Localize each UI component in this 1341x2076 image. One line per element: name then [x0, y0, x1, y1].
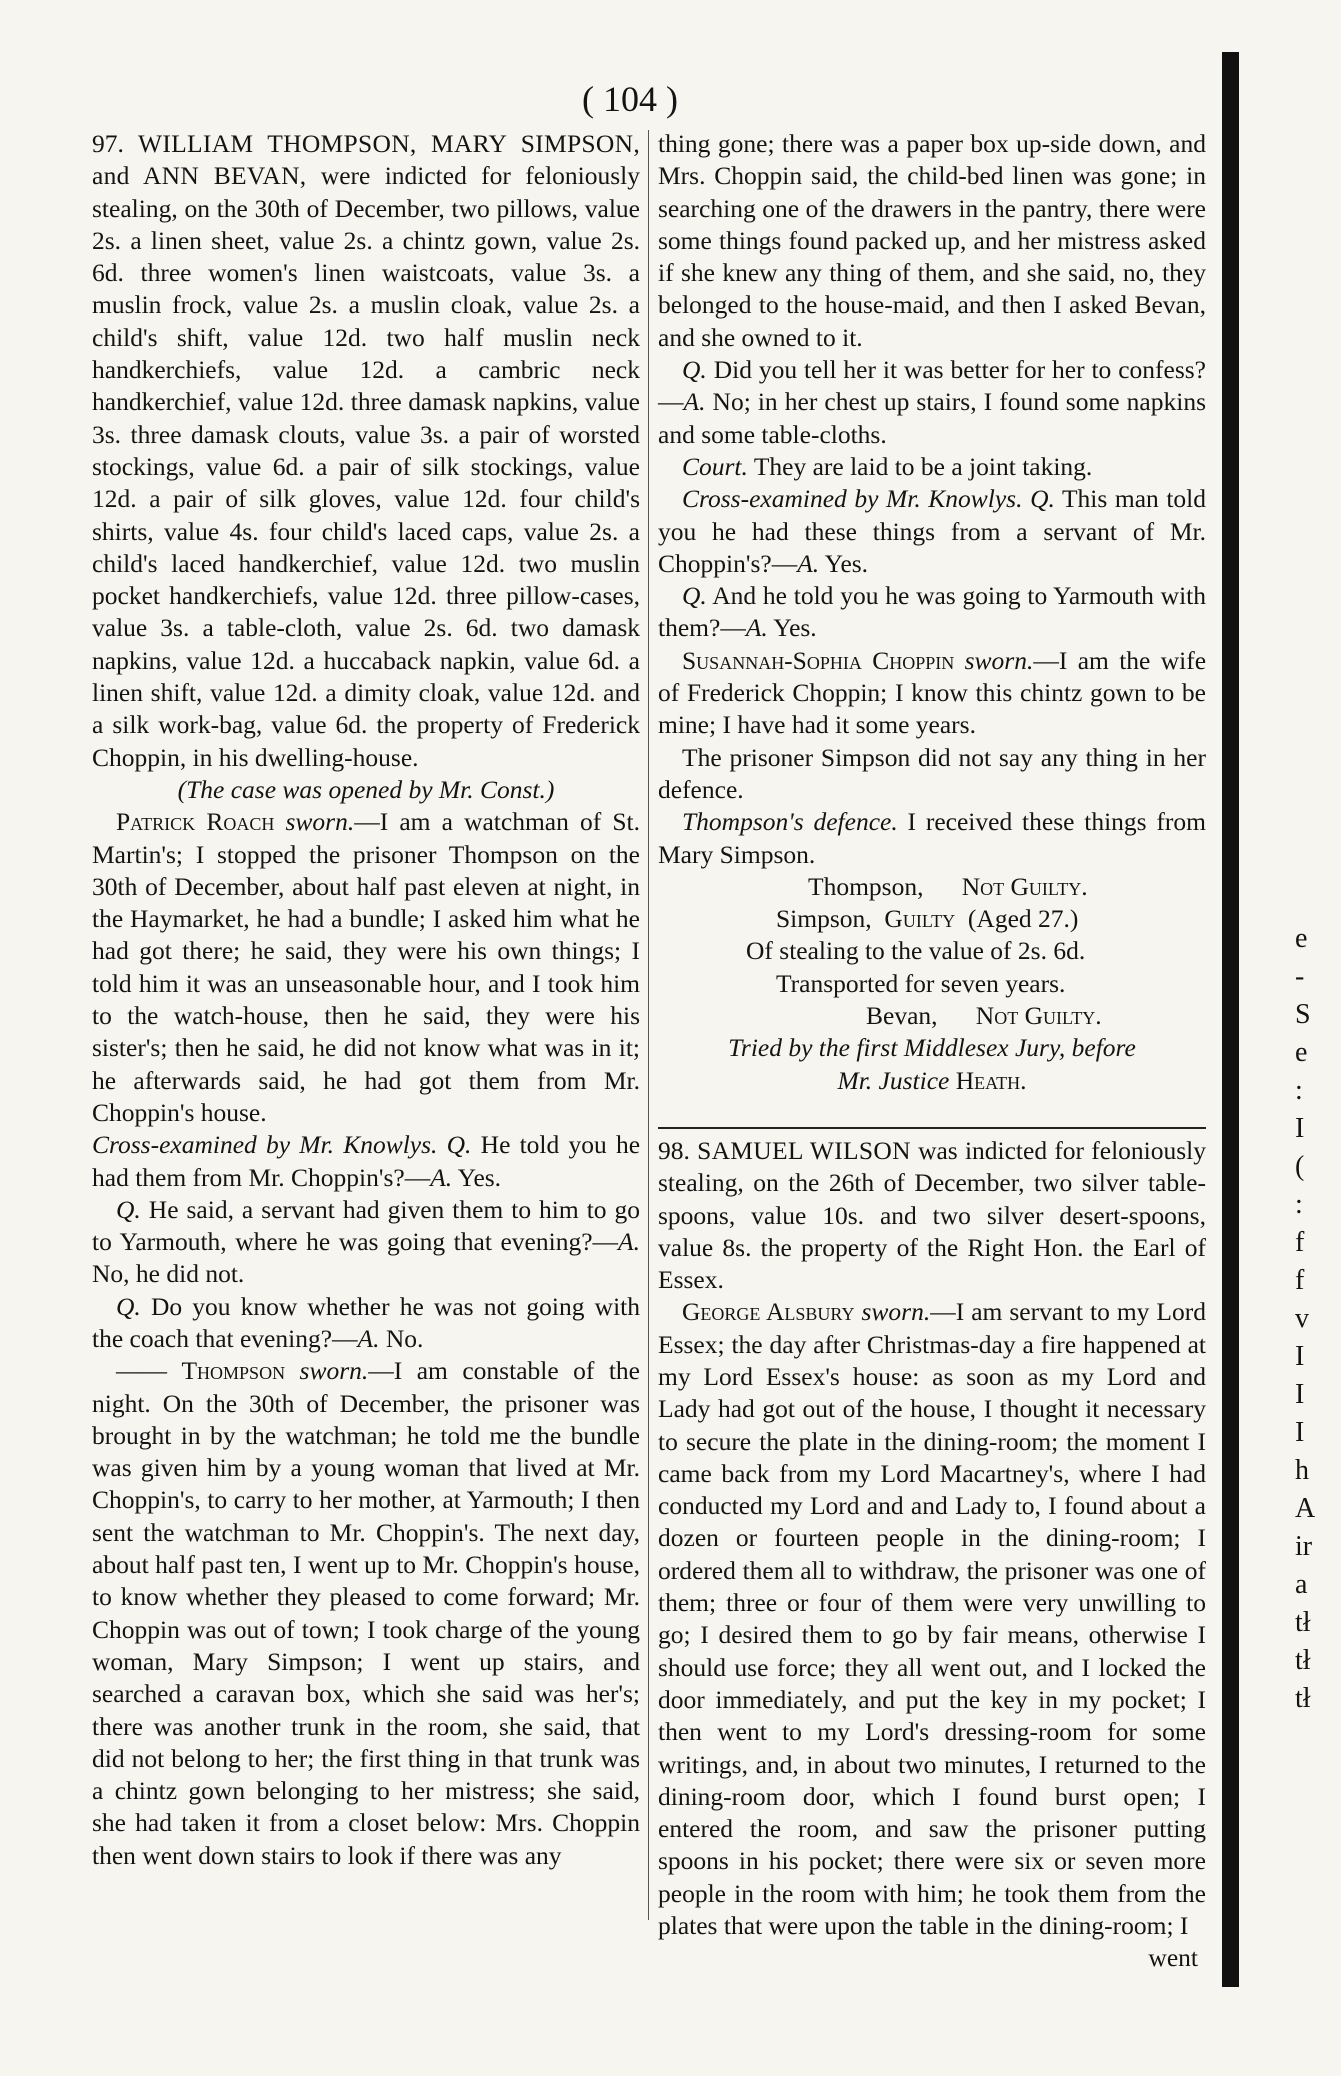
case-number: 97.: [92, 129, 124, 158]
bleed-letter: I: [1295, 1417, 1305, 1448]
witness-name: George Alsbury: [682, 1297, 855, 1327]
case-97-indictment: [92, 128, 640, 774]
bleed-letter: f: [1295, 1265, 1305, 1296]
left-column: [92, 128, 640, 1872]
facing-page-bleed-letters: [1295, 920, 1335, 1718]
page-edge-rule: [1222, 52, 1239, 1987]
case-number: 98.: [658, 1135, 690, 1165]
catchword: went: [1148, 1943, 1198, 1973]
bleed-letter: tł: [1295, 1607, 1311, 1638]
sworn-label: sworn.: [285, 807, 355, 837]
bleed-letter: tł: [1295, 1683, 1311, 1714]
verdict-thompson: Thompson, Not Guilty.: [808, 871, 1088, 901]
bleed-letter: (: [1295, 1151, 1305, 1182]
verdict-simpson: Simpson, Guilty (Aged 27.): [776, 904, 1079, 934]
testimony-text: —I am a watchman of St. Martin's; I stopped the prisoner Thompson on the 30th of December, about half past eleven at night, in the Haymarket, he had a bundle; I asked him what he had got there; he said, they were his own things; I told him it was an unseasonable hour, and I took him to the watch-house, then he said, they were his sister's; then he said, he did not know what was in it; he afterwards said, he had got them from Mr. Choppin's house.: [92, 807, 641, 1127]
bleed-letter: a: [1295, 1569, 1308, 1600]
bleed-letter: f: [1295, 1227, 1305, 1258]
cross-label: Cross-examined by Mr. Knowlys.: [92, 1130, 438, 1160]
question-2: Q. He said, a servant had given them to him to go to Yarmouth, where he was going that evening?—A. No, he did not.: [92, 1194, 641, 1289]
question-text: He told you he had them from Mr. Choppin's?: [92, 1130, 641, 1192]
question-4: Q. Did you tell her it was better for her to confess?—A. No; in her chest up stairs, I found some napkins and some table-cloths.: [658, 355, 1206, 449]
verdict-value: Of stealing to the value of 2s. 6d.: [746, 936, 1086, 966]
jury-note: Tried by the first Middlesex Jury, before Mr. Justice Heath.: [728, 1033, 1136, 1095]
case-separator-rule: [658, 1127, 1206, 1129]
cross-examination: Cross-examined by Mr. Knowlys. Q. He told you he had them from Mr. Choppin's?—A. Yes.: [92, 1130, 641, 1192]
indictment-text: were indicted for feloniously stealing, on the 30th of December, two pillows, value 2s. a linen sheet, value 2s. a chintz gown, value 2s. 6d. three women's linen waistcoats, value 3s. a muslin frock, value 2s. a muslin cloak, value 2s. a child's shift, value 12d. two half muslin neck handkerchiefs, value 12d. a cambric neck handkerchief, value 12d. three damask napkins, value 3s. three damask clouts, value 3s. a pair of worsted stockings, value 6d. a pair of silk stockings, value 12d. a pair of silk gloves, value 12d. four child's shirts, value 4s. four child's laced caps, value 2s. a child's laced handkerchief, value 12d. two muslin pocket handkerchiefs, value 12d. three pillow-cases, value 3s. a table-cloth, value 2s. 6d. two damask napkins, value 12d. a huccaback napkin, value 6d. a linen shift, value 12d. a dimity cloak, value 12d. and a silk work-bag, value 6d. the property of Frederick Choppin, in his dwelling-house.: [92, 161, 640, 772]
thompson-constable-testimony: —— Thompson sworn.—I am constable of the night. On the 30th of December, the prisoner was brought in by the watchman; he told me the bundle was given him by a young woman that lived at Mr. Choppin's, to carry to her mother, at Yarmouth; I then sent the watchman to Mr. Choppin's. The next day, about half past ten, I went up to Mr. Choppin's house, to know whether they pleased to come forward; Mr. Choppin was out of town; I took charge of the young woman, Mary Simpson; I went up stairs, and searched a caravan box, which she said was her's; there was another trunk in the room, she said, that did not belong to her; the first thing in that trunk was a chintz gown belonging to her mistress; she said, she had taken it from a closet below: Mrs. Choppin then went down stairs to look if there was any: [92, 1356, 640, 1870]
roach-testimony: [92, 806, 640, 1129]
witness-name: Susannah-Sophia Choppin: [682, 645, 955, 675]
bleed-letter: :: [1295, 1189, 1303, 1220]
question-5: Q. And he told you he was going to Yarmouth with them?—A. Yes.: [658, 581, 1207, 643]
testimony-continued: thing gone; there was a paper box up-side down, and Mrs. Choppin said, the child-bed linen was gone; in searching one of the drawers in the pantry, there were some things found packed up, and her mistress asked if she knew any thing of them, and she said, no, they belonged to the house-maid, and then I asked Bevan, and she owned to it.: [658, 129, 1206, 352]
bleed-letter: I: [1295, 1341, 1305, 1372]
right-column: [658, 128, 1206, 1975]
sentence: Transported for seven years.: [776, 968, 1066, 998]
bleed-letter: e: [1295, 923, 1308, 954]
indictment-text: was indicted for feloniously stealing, on the 26th of December, two silver table-spoons, value 10s. and two silver desert-spoons, value 8s. the property of the Right Hon. the Earl of Essex.: [658, 1135, 1207, 1295]
bleed-letter: e: [1295, 1037, 1308, 1068]
case-opened-note: (The case was opened by Mr. Const.): [177, 774, 555, 804]
bleed-letter: v: [1295, 1303, 1309, 1334]
alsbury-testimony: George Alsbury sworn.—I am servant to my Lord Essex; the day after Christmas-day a fire happened at my Lord Essex's house: as soon as my Lord and Lady had got out of the house, I thought it necessary to secure the plate in the dining-room; the moment I came back from my Lord Macartney's, where I had conducted my Lord and and Lady to, I found about a dozen or fourteen people in the dining-room; I ordered them all to withdraw, the prisoner was one of them; three or four of them were very unwilling to go; I desired them to go by fair means, otherwise I should use force; they all went out, and I locked the door immediately, and put the key in my pocket; I then went to my Lord's dressing-room for some writings, and, in about two minutes, I returned to the dining-room door, which I found burst open; I entered the room, and saw the prisoner putting spoons in his pocket; there were six or seven more people in the room with him; he took them from the plates that were upon the table in the dining-room; I: [658, 1297, 1206, 1941]
case-defendants: SAMUEL WILSON: [697, 1135, 911, 1165]
witness-name: Patrick Roach: [116, 807, 275, 837]
simpson-no-defence: The prisoner Simpson did not say any thing in her defence.: [658, 742, 1206, 804]
bleed-letter: S: [1295, 999, 1311, 1030]
bleed-letter: tł: [1295, 1645, 1311, 1676]
q-mark: Q.: [446, 1130, 472, 1160]
page-number: ( 104 ): [582, 79, 678, 119]
cross-examination-2: Cross-examined by Mr. Knowlys. Q. This man told you he had these things from a servant of Mr. Choppin's?—A. Yes.: [658, 484, 1207, 578]
bleed-letter: h: [1295, 1455, 1309, 1486]
column-divider: [648, 130, 649, 1920]
question-3: Q. Do you know whether he was not going with the coach that evening?—A. No.: [92, 1291, 640, 1353]
verdict-bevan: Bevan, Not Guilty.: [866, 1001, 1102, 1031]
case-defendants: WILLIAM THOMPSON, MARY SIMPSON, and ANN BEVAN,: [92, 129, 641, 191]
bleed-letter: I: [1295, 1379, 1305, 1410]
bleed-letter: ir: [1295, 1531, 1313, 1562]
witness-name: Thompson: [181, 1356, 286, 1386]
case-98-indictment: [658, 1135, 1206, 1296]
bleed-letter: A: [1295, 1493, 1316, 1524]
court-remark: Court. They are laid to be a joint taking.: [682, 451, 1093, 481]
bleed-letter: :: [1295, 1075, 1303, 1106]
a-mark: A.: [430, 1162, 453, 1192]
thompson-defence: Thompson's defence. I received these things from Mary Simpson.: [658, 807, 1206, 869]
bleed-letter: I: [1295, 1113, 1305, 1144]
susannah-testimony: Susannah-Sophia Choppin sworn.—I am the wife of Frederick Choppin; I know this chintz gown to be mine; I have had it some years.: [658, 645, 1207, 740]
bleed-letter: -: [1295, 961, 1305, 992]
answer-text: Yes.: [457, 1162, 502, 1192]
